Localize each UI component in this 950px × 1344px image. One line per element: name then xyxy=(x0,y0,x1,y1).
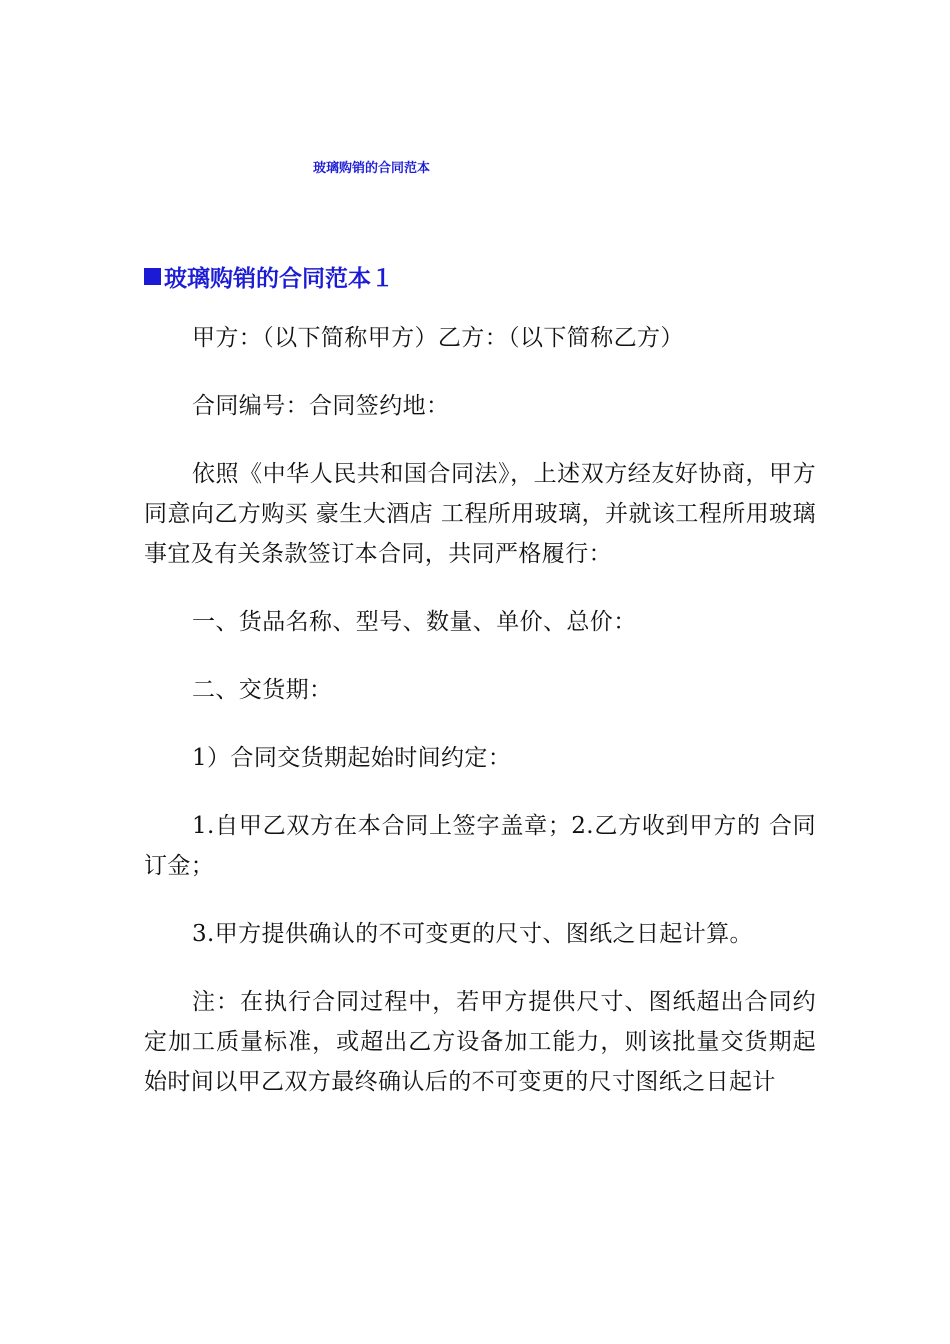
paragraph-preamble: 依照《中华人民共和国合同法》，上述双方经友好协商，甲方同意向乙方购买 豪生大酒店 工程所用玻璃，并就该工程所用玻璃事宜及有关条款签订本合同，共同严格履行： xyxy=(144,461,816,567)
document-header-title: 玻璃购销的合同范本 xyxy=(313,161,431,176)
section-heading-text: 玻璃购销的合同范本１ xyxy=(164,266,394,292)
paragraph-parties: 甲方：（以下简称甲方）乙方：（以下简称乙方） xyxy=(192,325,684,351)
paragraph-note: 注：在执行合同过程中，若甲方提供尺寸、图纸超出合同约定加工质量标准，或超出乙方设备加工能力，则该批量交货期起始时间以甲乙双方最终确认后的不可变更的尺寸图纸之日起计 xyxy=(144,989,816,1095)
section-heading xyxy=(144,260,394,293)
paragraph-clause-2-1-b: 3.甲方提供确认的不可变更的尺寸、图纸之日起计算。 xyxy=(192,921,753,947)
paragraph-contract-number: 合同编号：合同签约地： xyxy=(192,393,450,419)
contract-body xyxy=(144,318,816,1130)
paragraph-clause-1: 一、货品名称、型号、数量、单价、总价： xyxy=(192,609,637,635)
paragraph-clause-2-1: 1）合同交货期起始时间约定： xyxy=(192,745,512,771)
square-bullet-icon xyxy=(144,268,161,285)
paragraph-clause-2-1-a: 1.自甲乙双方在本合同上签字盖章；2.乙方收到甲方的 合同订金； xyxy=(144,813,816,879)
paragraph-clause-2: 二、交货期： xyxy=(192,677,333,703)
